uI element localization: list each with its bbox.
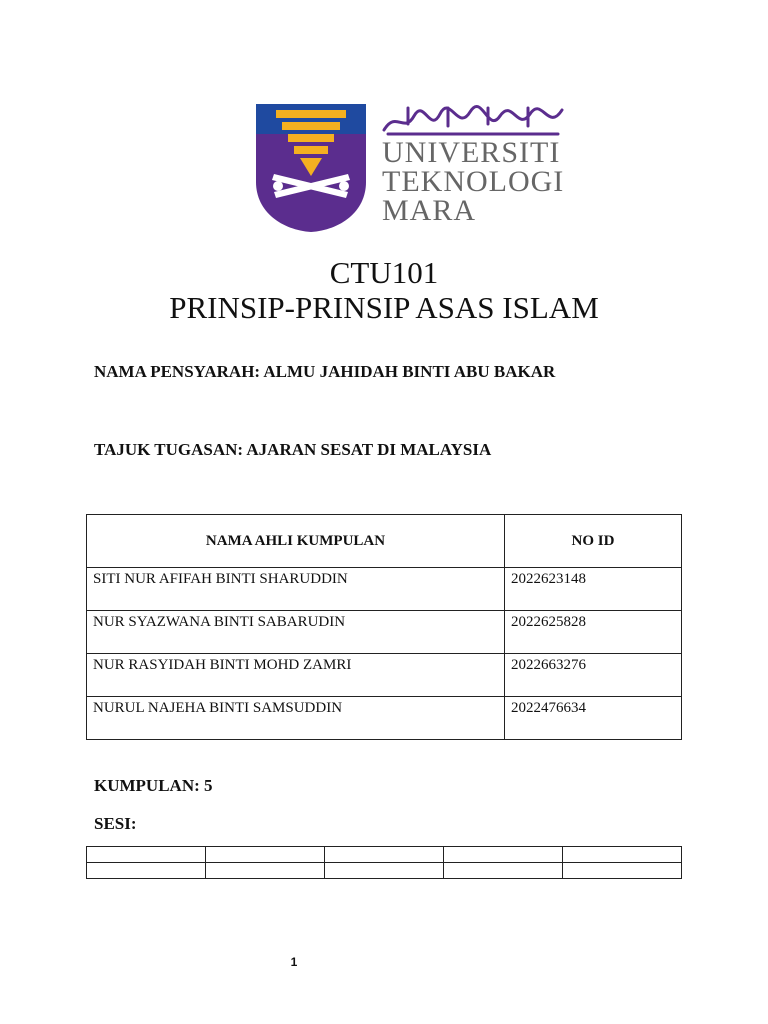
page-number: 1 xyxy=(290,955,298,969)
uitm-shield-icon xyxy=(256,104,366,232)
table-row xyxy=(87,611,682,654)
group-number: KUMPULAN: 5 xyxy=(94,776,213,795)
university-name xyxy=(382,138,564,225)
session-row xyxy=(87,863,682,879)
uni-name-line-1: UNIVERSITI xyxy=(382,136,561,169)
uni-name-line-2: TEKNOLOGI xyxy=(382,165,565,198)
jawi-wordmark xyxy=(378,104,568,138)
session-cell xyxy=(563,847,682,863)
table-row xyxy=(87,568,682,611)
table-row xyxy=(87,654,682,697)
university-logo xyxy=(256,104,576,232)
session-cell xyxy=(206,847,325,863)
session-cell xyxy=(206,863,325,879)
member-name: NUR RASYIDAH BINTI MOHD ZAMRI xyxy=(87,654,505,697)
table-header-row xyxy=(87,515,682,568)
lecturer-name: NAMA PENSYARAH: ALMU JAHIDAH BINTI ABU BAKAR xyxy=(94,362,556,381)
session-cell xyxy=(325,863,444,879)
members-table xyxy=(86,514,682,740)
session-cell xyxy=(444,863,563,879)
table-row xyxy=(87,697,682,740)
session-cell xyxy=(87,863,206,879)
member-id: 2022625828 xyxy=(505,611,682,654)
header-name: NAMA AHLI KUMPULAN xyxy=(87,515,505,568)
course-name: PRINSIP-PRINSIP ASAS ISLAM xyxy=(169,290,599,325)
session-cell xyxy=(444,847,563,863)
course-code: CTU101 xyxy=(329,255,439,290)
session-label: SESI: xyxy=(94,814,137,833)
member-name: NUR SYAZWANA BINTI SABARUDIN xyxy=(87,611,505,654)
session-grid xyxy=(86,846,682,879)
member-id: 2022663276 xyxy=(505,654,682,697)
member-id: 2022476634 xyxy=(505,697,682,740)
session-row xyxy=(87,847,682,863)
header-id: NO ID xyxy=(505,515,682,568)
uni-name-line-3: MARA xyxy=(382,194,477,227)
assignment-title: TAJUK TUGASAN: AJARAN SESAT DI MALAYSIA xyxy=(94,440,492,459)
session-cell xyxy=(325,847,444,863)
member-id: 2022623148 xyxy=(505,568,682,611)
session-cell xyxy=(563,863,682,879)
member-name: SITI NUR AFIFAH BINTI SHARUDDIN xyxy=(87,568,505,611)
member-name: NURUL NAJEHA BINTI SAMSUDDIN xyxy=(87,697,505,740)
session-cell xyxy=(87,847,206,863)
